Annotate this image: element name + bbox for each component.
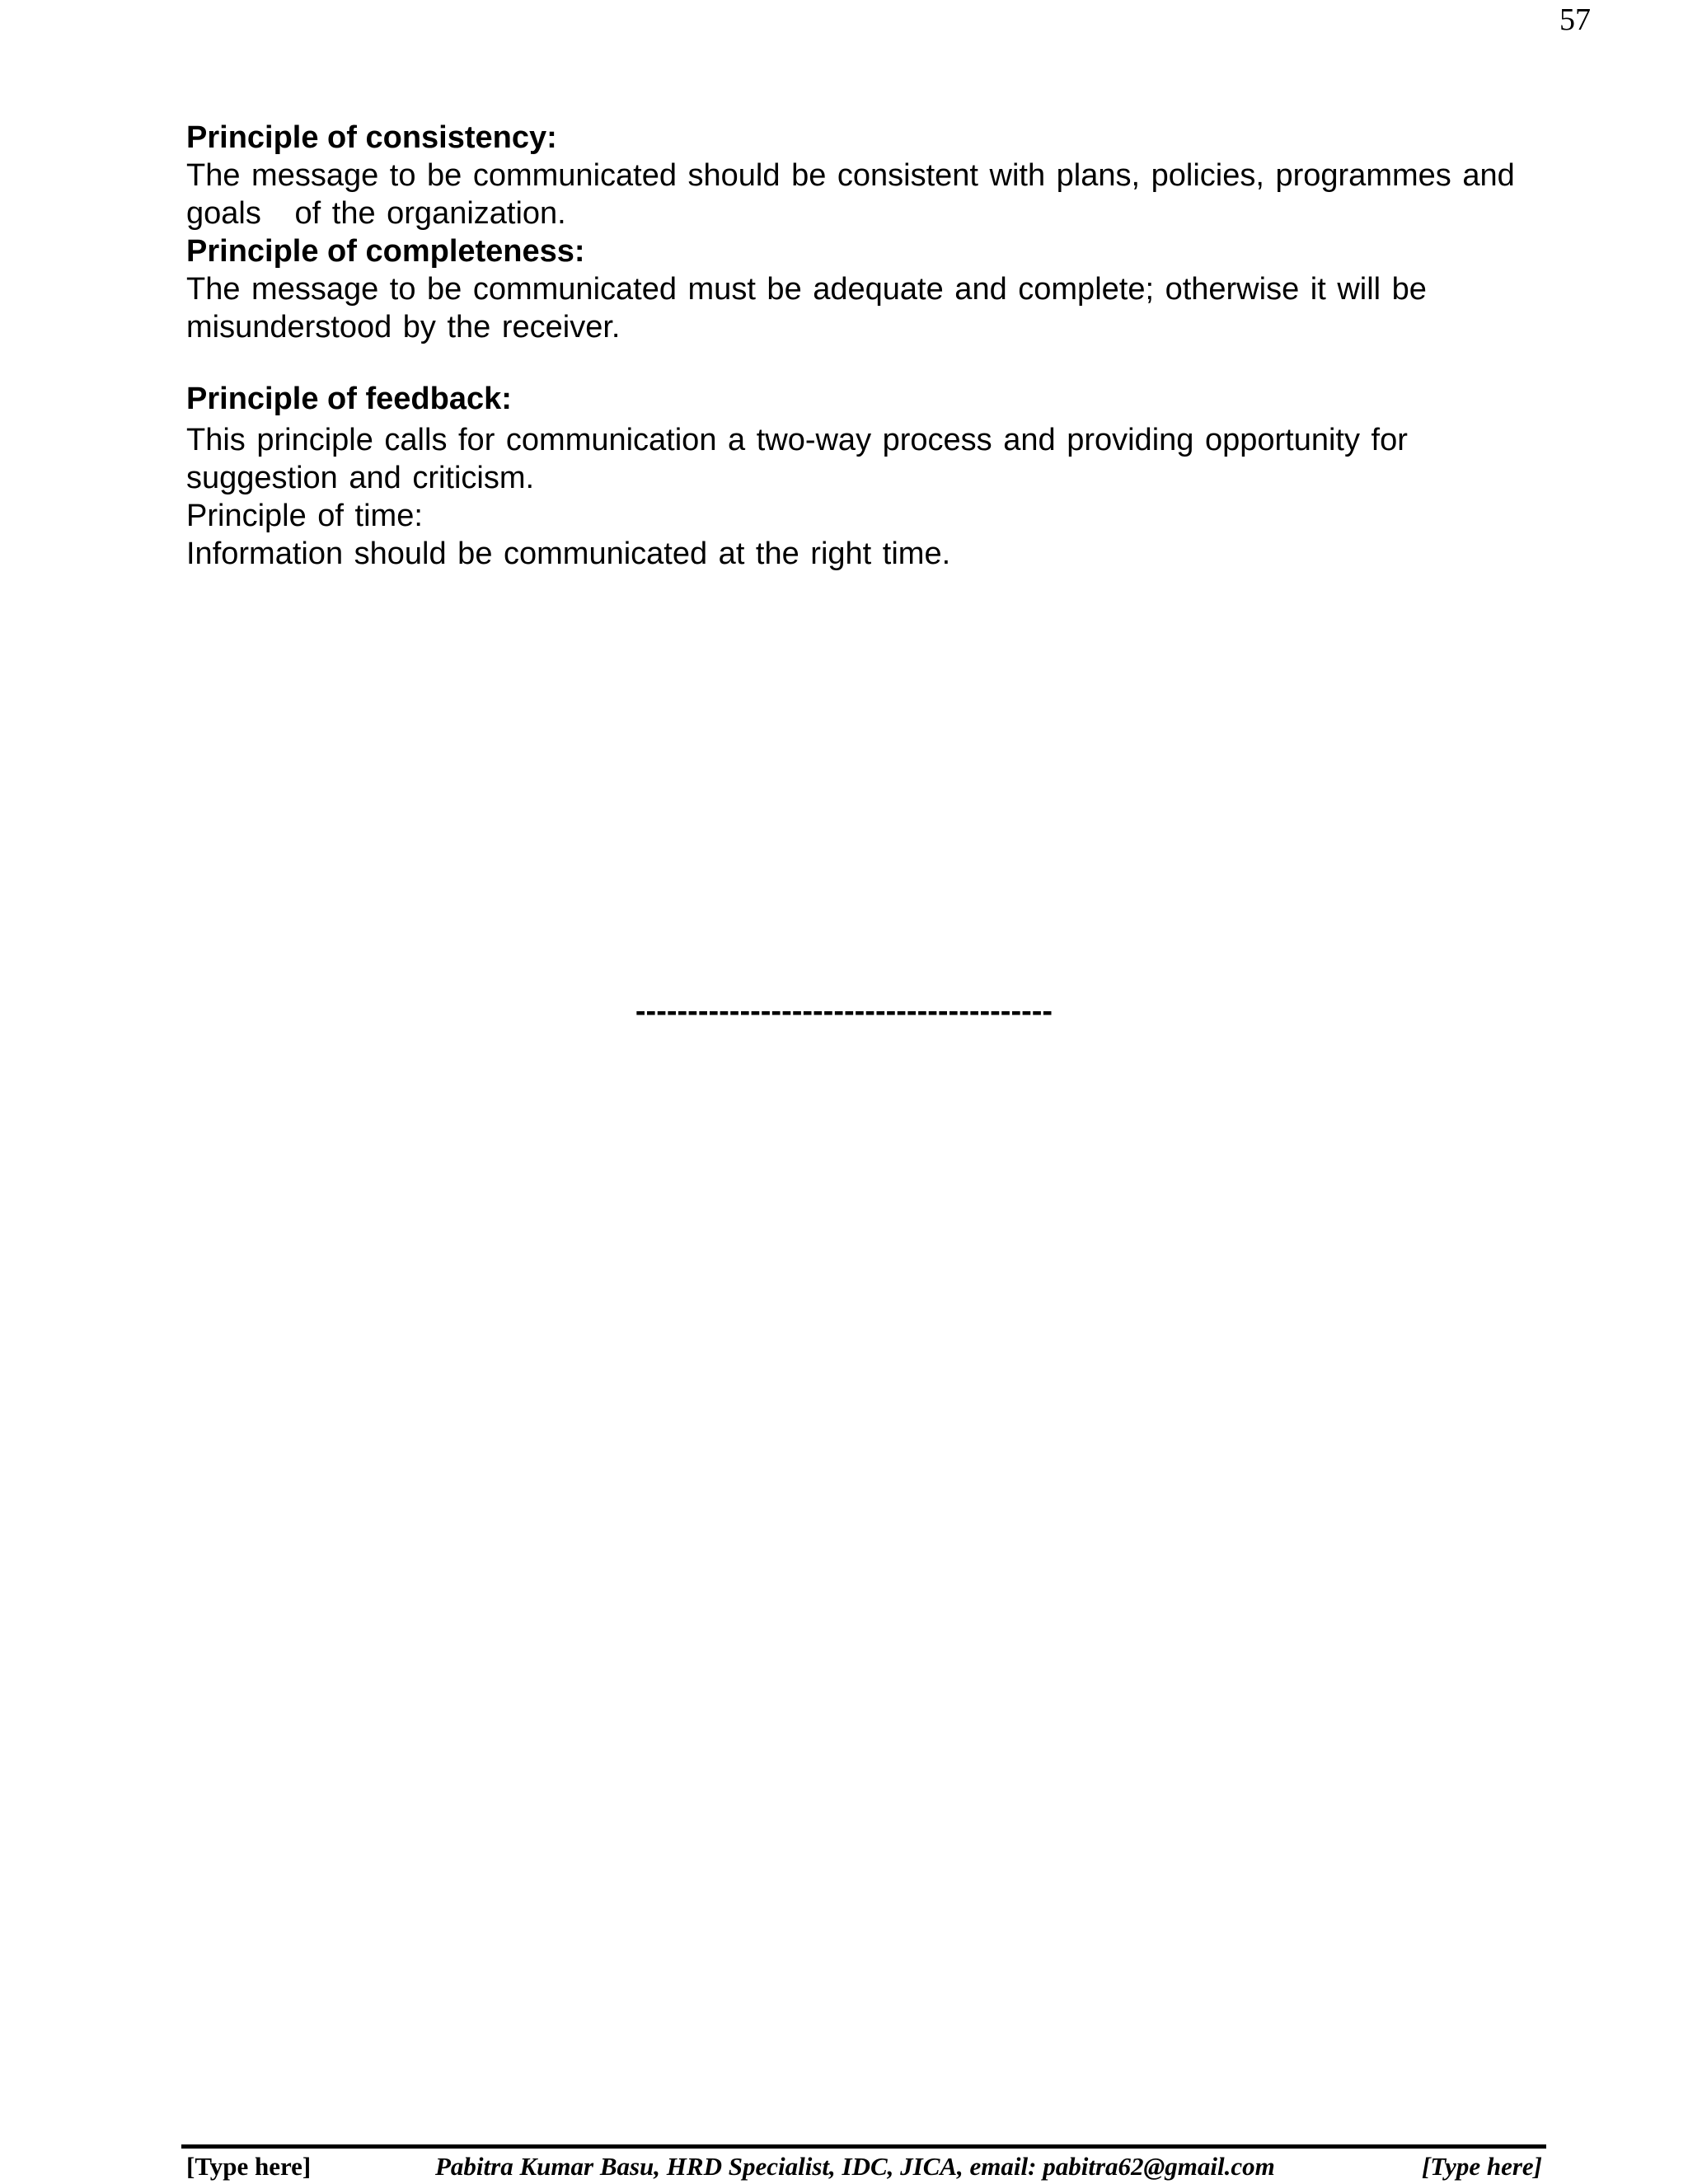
feedback-text-line-2: suggestion and criticism. [186,461,535,495]
footer-left-placeholder: [Type here] [186,2152,312,2181]
page-footer [186,2152,1542,2182]
completeness-text-line-1: The message to be communicated must be adequate and complete; otherwise it will be [186,272,1427,307]
footer-right-placeholder: [Type here] [1421,2152,1542,2181]
footer-divider [181,2144,1546,2149]
spacer [186,346,1587,380]
heading-feedback: Principle of feedback: [186,382,512,416]
heading-time: Principle of time: [186,499,423,533]
time-text-line-1: Information should be communicated at the right time. [186,537,951,571]
document-body [186,119,1587,573]
consistency-text-line-1: The message to be communicated should be consistent with plans, policies, programmes and [186,158,1515,193]
feedback-text-line-1: This principle calls for communication a two-way process and providing opportunity for [186,423,1408,457]
completeness-text-line-2: misunderstood by the receiver. [186,310,621,344]
consistency-text-line-2: goals of the organization. [186,196,566,231]
heading-completeness: Principle of completeness: [186,234,585,269]
heading-consistency: Principle of consistency: [186,120,557,155]
section-separator: ---------------------------------------- [635,994,1053,1029]
page-number: 57 [1559,2,1591,37]
footer-author-credit: Pabitra Kumar Basu, HRD Specialist, IDC, JICA, email: pabitra62@gmail.com [435,2152,1275,2181]
